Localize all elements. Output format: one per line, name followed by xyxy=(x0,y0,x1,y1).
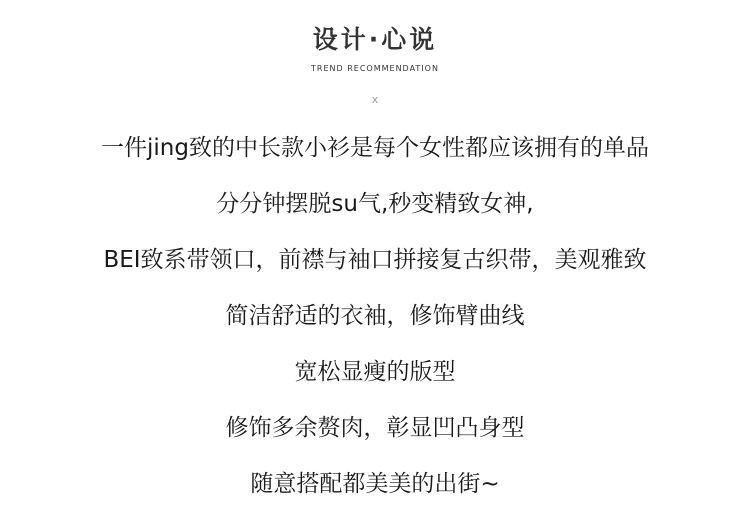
page-subtitle: TREND RECOMMENDATION xyxy=(311,64,439,73)
description-line: 分分钟摆脱su气,秒变精致女神, xyxy=(216,191,534,217)
description-block xyxy=(0,130,750,522)
description-line: BEI致系带领口，前襟与袖口拼接复古织带，美观雅致 xyxy=(103,247,647,273)
description-line: 简洁舒适的衣袖，修饰臂曲线 xyxy=(225,303,525,329)
page-title: 设计·心说 xyxy=(312,25,438,54)
page-header xyxy=(0,22,750,74)
description-line: 随意搭配都美美的出街~ xyxy=(250,471,500,497)
description-line: 修饰多余赘肉，彰显凹凸身型 xyxy=(225,415,525,441)
close-mark: x xyxy=(371,93,379,106)
description-line: 宽松显瘦的版型 xyxy=(294,359,456,385)
description-line: 一件jing致的中长款小衫是每个女性都应该拥有的单品 xyxy=(101,135,649,161)
